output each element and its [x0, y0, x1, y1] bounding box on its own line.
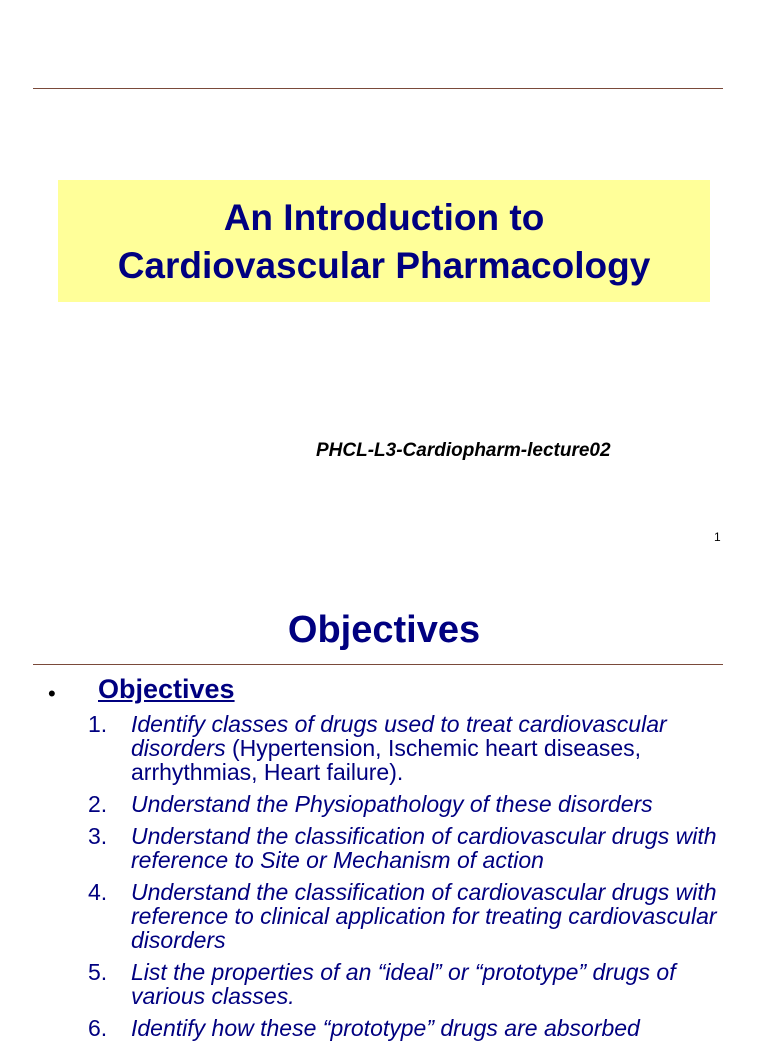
item-text-regular: (Hypertension, Ischemic heart diseases, arrhythmias, Heart failure).	[131, 735, 642, 785]
item-number: 6.	[88, 1015, 108, 1041]
item-text-italic: Understand the classification of cardiovascular drugs with reference to Site or Mechanism of action	[131, 823, 717, 873]
item-text-italic: Identify classes of drugs used to treat cardiovascular disorders	[131, 711, 667, 761]
item-number: 2.	[88, 791, 108, 817]
list-item	[88, 712, 748, 784]
list-item	[88, 824, 748, 872]
objectives-list	[88, 712, 748, 1048]
item-number: 4.	[88, 879, 108, 905]
item-number: 3.	[88, 823, 108, 849]
list-item	[88, 1016, 748, 1040]
list-item	[88, 960, 748, 1008]
item-text-italic: Understand the Physiopathology of these disorders	[131, 791, 653, 817]
section-heading: Objectives	[98, 674, 235, 704]
bullet-marker: •	[48, 681, 56, 706]
list-item	[88, 792, 748, 816]
top-divider	[33, 88, 723, 89]
title-box	[58, 180, 710, 302]
item-text-italic: List the properties of an “ideal” or “prototype” drugs of various classes.	[131, 959, 676, 1009]
item-number: 5.	[88, 959, 108, 985]
list-item	[88, 880, 748, 952]
title-line-1: An Introduction to	[223, 197, 545, 238]
item-text-italic: Understand the classification of cardiovascular drugs with reference to clinical application for treating cardiovascular disorders	[131, 879, 717, 953]
page-number: 1	[714, 530, 721, 544]
mid-divider	[33, 664, 723, 665]
title-line-2: Cardiovascular Pharmacology	[117, 245, 651, 286]
item-number: 1.	[88, 711, 108, 737]
item-text-italic: Identify how these “prototype” drugs are absorbed	[131, 1015, 640, 1041]
slide-title: Objectives	[287, 609, 481, 651]
lecture-code: PHCL-L3-Cardiopharm-lecture02	[316, 440, 611, 461]
